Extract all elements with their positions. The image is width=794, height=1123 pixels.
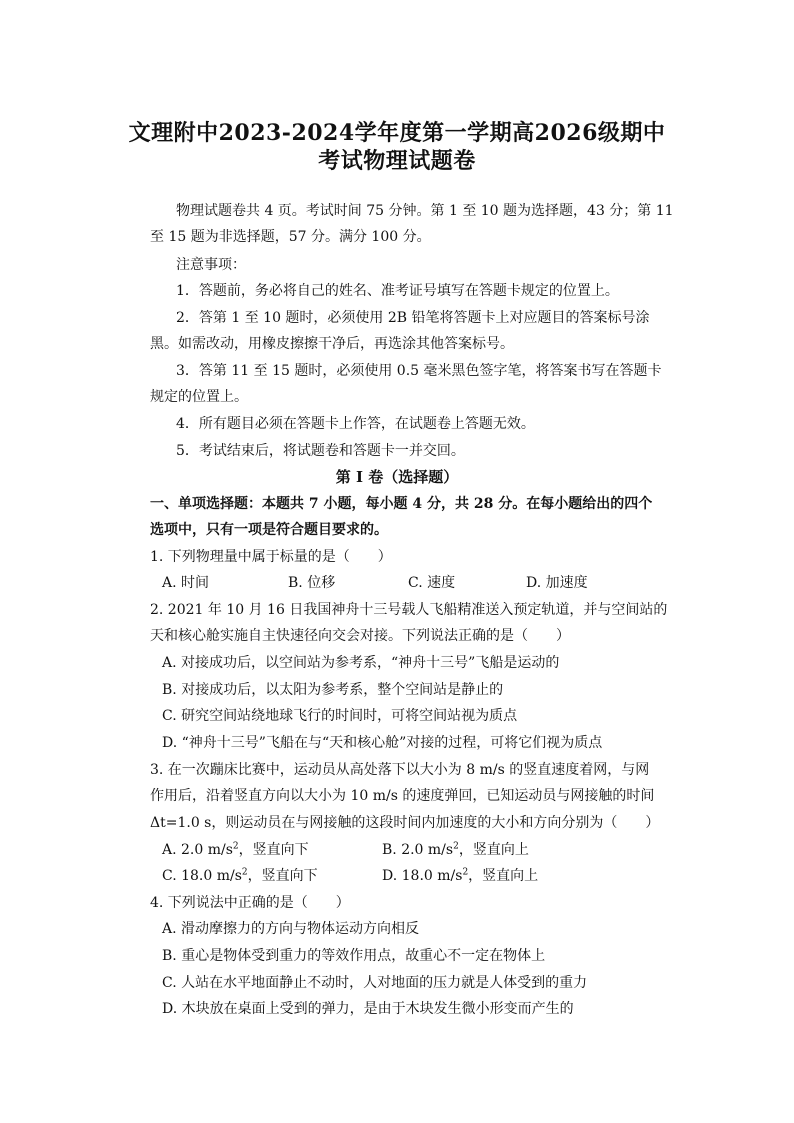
q4-option-c: C. 人站在水平地面静止不动时，人对地面的压力就是人体受到的重力 <box>162 975 588 991</box>
note-5: 5．考试结束后，将试题卷和答题卡一并交回。 <box>176 443 465 459</box>
q2-stem-1: 2. 2021 年 10 月 16 日我国神舟十三号载人飞船精准送入预定轨道，并与空间站的 <box>150 602 668 618</box>
q1-option-b: B. 位移 <box>288 575 336 591</box>
note-2: 2．答第 1 至 10 题时，必须使用 2B 铅笔将答题卡上对应题目的答案标号涂 <box>176 310 650 326</box>
q4-stem: 4. 下列说法中正确的是（ ） <box>150 895 350 911</box>
q3-option-d: D. 18.0 $m/s^2$，竖直向上 <box>382 867 539 884</box>
part-heading: 第 I 卷（选择题） <box>335 468 459 486</box>
note-4: 4．所有题目必须在答题卡上作答，在试题卷上答题无效。 <box>176 416 535 432</box>
q3-option-c: C. 18.0 $m/s^2$，竖直向下 <box>162 867 318 884</box>
q3-stem-2: 作用后，沿着竖直方向以大小为 10 m/s 的速度弹回，已知运动员与网接触的时间 <box>150 788 655 804</box>
q4-option-a: A. 滑动摩擦力的方向与物体运动方向相反 <box>162 921 420 937</box>
section-heading-2: 选项中，只有一项是符合题目要求的。 <box>150 522 388 538</box>
q2-option-b: B. 对接成功后，以太阳为参考系，整个空间站是静止的 <box>162 682 504 698</box>
q2-option-c: C. 研究空间站绕地球飞行的时间时，可将空间站视为质点 <box>162 708 518 724</box>
intro-line-1: 物理试题卷共 4 页。考试时间 75 分钟。第 1 至 10 题为选择题，43 分；第 11 <box>176 203 674 219</box>
q3-option-b: B. 2.0 $m/s^2$，竖直向上 <box>382 841 529 858</box>
section-heading-1: 一、单项选择题：本题共 7 小题，每小题 4 分，共 28 分。在每小题给出的四个 <box>150 496 653 512</box>
q1-option-c: C. 速度 <box>408 575 456 591</box>
q4-option-d: D. 木块放在桌面上受到的弹力，是由于木块发生微小形变而产生的 <box>162 1001 574 1017</box>
q1-option-d: D. 加速度 <box>526 575 588 591</box>
q2-option-a: A. 对接成功后，以空间站为参考系，“神舟十三号”飞船是运动的 <box>162 655 560 671</box>
q2-option-d: D. “神舟十三号”飞船在与“天和核心舱”对接的过程，可将它们视为质点 <box>162 735 603 751</box>
q1-stem: 1. 下列物理量中属于标量的是（ ） <box>150 549 392 565</box>
q3-stem-1: 3. 在一次蹦床比赛中，运动员从高处落下以大小为 8 m/s 的竖直速度着网，与网 <box>150 762 650 778</box>
exam-title-line2: 考试物理试题卷 <box>318 148 476 174</box>
q4-option-b: B. 重心是物体受到重力的等效作用点，故重心不一定在物体上 <box>162 948 546 964</box>
notes-heading: 注意事项： <box>176 257 246 273</box>
q1-option-a: A. 时间 <box>162 575 210 591</box>
note-3: 3．答第 11 至 15 题时，必须使用 0.5 毫米黑色签字笔，将答案书写在答题卡 <box>176 363 662 379</box>
note-3-cont: 规定的位置上。 <box>150 389 248 405</box>
note-2-cont: 黑。如需改动，用橡皮擦擦干净后，再选涂其他答案标号。 <box>150 336 514 352</box>
intro-line-2: 至 15 题为非选择题，57 分。满分 100 分。 <box>150 229 431 245</box>
q3-stem-3: Δt=1.0 s，则运动员在与网接触的这段时间内加速度的大小和方向分别为（ ） <box>150 815 660 831</box>
q2-stem-2: 天和核心舱实施自主快速径向交会对接。下列说法正确的是（ ） <box>150 628 570 644</box>
q3-option-a: A. 2.0 $m/s^2$，竖直向下 <box>162 841 309 858</box>
exam-title-line1: 文理附中2023-2024学年度第一学期高2026级期中 <box>128 120 666 146</box>
note-1: 1．答题前，务必将自己的姓名、准考证号填写在答题卡规定的位置上。 <box>176 283 619 299</box>
